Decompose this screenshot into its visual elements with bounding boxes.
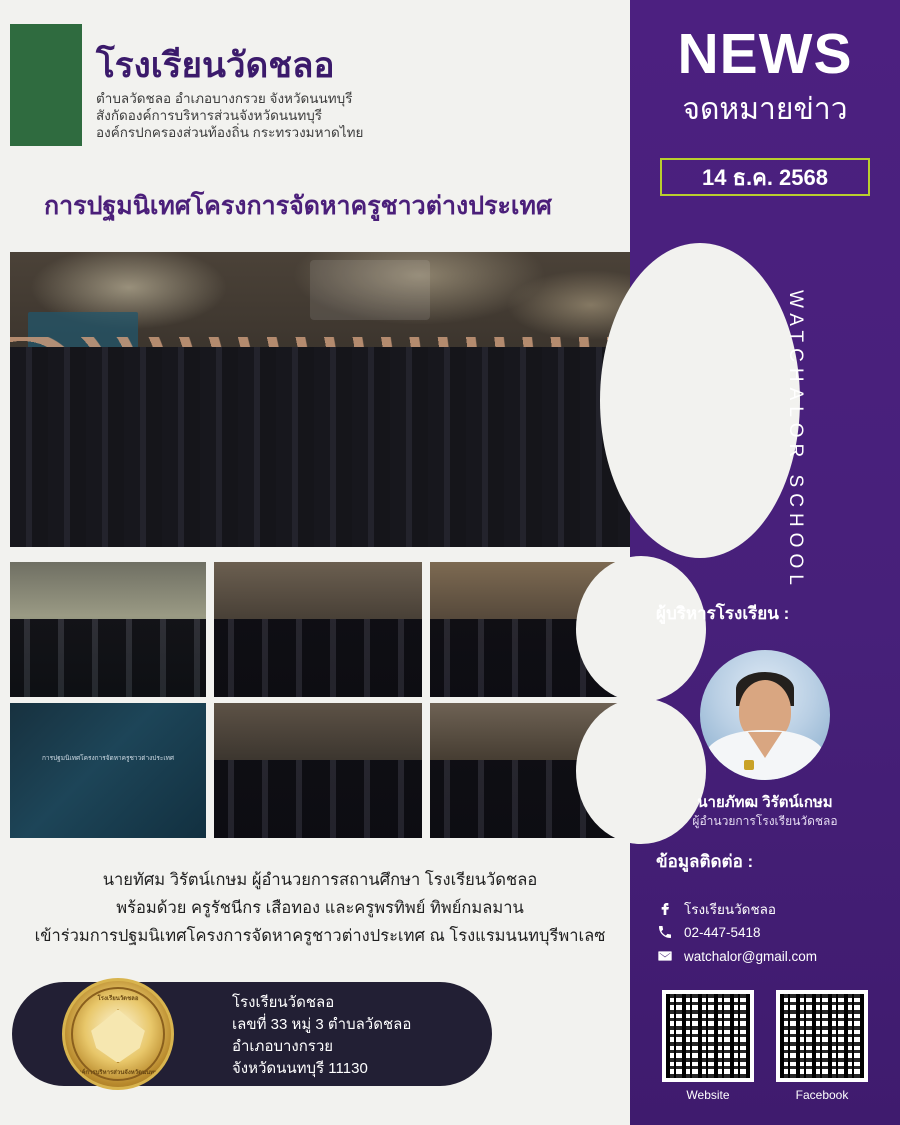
footer-line-2: เลขที่ 33 หมู่ 3 ตำบลวัดชลอ — [232, 1016, 412, 1033]
school-address — [96, 90, 363, 141]
news-title: NEWS — [677, 22, 853, 86]
footer-line-3: อำเภอบางกรวย — [232, 1038, 334, 1055]
admin-role: ผู้อำนวยการโรงเรียนวัดชลอ — [692, 814, 838, 828]
photo-subjects — [214, 760, 422, 838]
footer-line-1: โรงเรียนวัดชลอ — [232, 994, 335, 1011]
news-subtitle: จดหมายข่าว — [682, 93, 848, 126]
slide-text: การปฐมนิเทศโครงการจัดหาครูชาวต่างประเทศ — [41, 755, 175, 763]
phone-icon — [656, 923, 674, 941]
arc-mask-hero — [600, 243, 800, 558]
footer-address — [232, 992, 411, 1080]
hero-photo — [10, 252, 670, 547]
facebook-icon — [656, 900, 674, 918]
hero-crowd-bodies — [10, 347, 670, 547]
arc-mask-row-1 — [576, 556, 706, 702]
school-seal-logo — [62, 978, 174, 1090]
contact-facebook[interactable] — [656, 898, 776, 920]
page-title: การปฐมนิเทศโครงการจัดหาครูชาวต่างประเทศ — [44, 192, 552, 220]
website-qr-label: Website — [686, 1088, 730, 1102]
caption-line-3: เข้าร่วมการปฐมนิเทศโครงการจัดหาครูชาวต่างประเทศ ณ โรงแรมนนทบุรีพาเลซ — [34, 927, 606, 945]
green-accent-block — [10, 24, 82, 146]
website-qr-code[interactable] — [662, 990, 754, 1082]
contact-phone[interactable] — [656, 923, 761, 941]
footer-line-4: จังหวัดนนทบุรี 11130 — [232, 1060, 368, 1077]
contact-phone-value: 02-447-5418 — [684, 924, 761, 940]
contact-facebook-value: โรงเรียนวัดชลอ — [684, 902, 776, 917]
stage-banner — [310, 260, 430, 320]
facebook-qr-label: Facebook — [795, 1088, 849, 1102]
email-icon — [656, 947, 674, 965]
address-line-3: องค์กรปกครองส่วนท้องถิ่น กระทรวงมหาดไทย — [96, 125, 364, 140]
avatar-medal — [744, 760, 754, 770]
contact-section-title: ข้อมูลติดต่อ : — [656, 852, 754, 871]
qr-pattern — [666, 994, 750, 1078]
facebook-qr-code[interactable] — [776, 990, 868, 1082]
contact-email[interactable] — [656, 947, 817, 965]
grid-photo-2 — [214, 562, 422, 697]
vertical-school-label: WATCHALOR SCHOOL — [785, 290, 806, 591]
school-name: โรงเรียนวัดชลอ — [96, 46, 335, 85]
seal-bottom-text: องค์การบริหารส่วนจังหวัดนนทบุรี — [74, 1070, 162, 1076]
contact-email-value: watchalor@gmail.com — [684, 948, 817, 964]
grid-photo-4 — [10, 703, 206, 838]
date-text: 14 ธ.ค. 2568 — [701, 164, 828, 190]
caption-block — [20, 866, 620, 950]
address-line-1: ตำบลวัดชลอ อำเภอบางกรวย จังหวัดนนทบุรี — [96, 91, 353, 106]
grid-photo-1 — [10, 562, 206, 697]
admin-name: นายภัทฒ วิรัตน์เกษม — [697, 794, 833, 811]
seal-top-text: โรงเรียนวัดชลอ — [97, 996, 139, 1002]
caption-line-1: นายทัศม วิรัตน์เกษม ผู้อำนวยการสถานศึกษา โรงเรียนวัดชลอ — [102, 871, 538, 889]
photo-subjects — [10, 619, 206, 697]
photo-subjects — [214, 619, 422, 697]
caption-line-2: พร้อมด้วย ครูรัชนีกร เสือทอง และครูพรทิพย์ ทิพย์กมลมาน — [116, 899, 524, 917]
qr-pattern — [780, 994, 864, 1078]
admin-section-title: ผู้บริหารโรงเรียน : — [656, 604, 790, 623]
address-line-2: สังกัดองค์การบริหารส่วนจังหวัดนนทบุรี — [96, 108, 323, 123]
grid-photo-5 — [214, 703, 422, 838]
avatar — [700, 650, 830, 780]
date-badge — [660, 158, 870, 196]
